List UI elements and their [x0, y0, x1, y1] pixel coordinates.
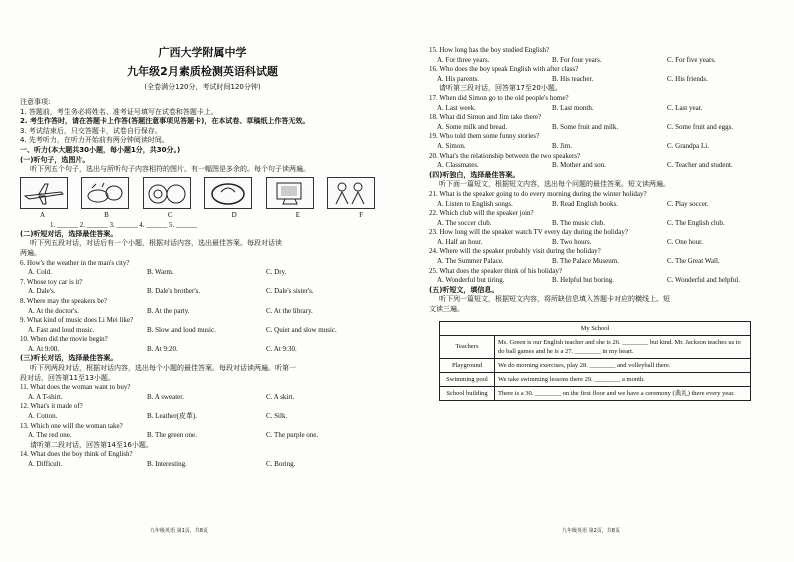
question-text: 17. When did Simon go to the old people's home?	[429, 93, 569, 102]
option: C. The English club.	[667, 218, 725, 227]
computer-picture	[266, 177, 314, 209]
question-group-right2	[429, 94, 782, 171]
question-text: 15. How long has the boy studied English?	[429, 46, 550, 54]
listening-part-title: 一、听力(本大题共30小题，每小题1分，共30分。)	[20, 145, 181, 154]
option: B. Dale's brother's.	[147, 287, 201, 296]
question-options	[429, 161, 782, 171]
picture-letter: D	[231, 210, 237, 219]
picture-letter: B	[104, 210, 109, 219]
row-text: There is a 30. ________ on the first floor and we have a ceremony (典礼) there every year.	[495, 386, 751, 400]
option: A. Simon.	[437, 141, 466, 150]
option: B. Helpful but boring.	[552, 276, 615, 285]
option: B. The green one.	[147, 431, 197, 440]
question-text: 24. Where will the speaker probably visit during the holiday?	[429, 247, 601, 256]
option: B. Interesting.	[147, 460, 187, 468]
question-options	[429, 219, 782, 229]
page-footer: 九年级英语 第1页，共8页	[150, 528, 208, 534]
question-options	[429, 104, 782, 114]
question-group-short	[20, 259, 385, 355]
option: A. At 9:00.	[28, 344, 60, 353]
option: A. Wonderful but tiring.	[437, 276, 505, 285]
option: A. Classmates.	[437, 161, 479, 170]
section-instructions: 两遍。	[20, 248, 41, 257]
question-text: 6. How's the weather in the man's city?	[20, 258, 130, 267]
notice-item: 3. 考试结束后，只交答题卡，试卷自行保存。	[20, 126, 162, 135]
page-right	[397, 0, 794, 562]
table-row	[440, 372, 751, 386]
notice-item: 1. 答题前，考生务必将姓名、准考证号填写在试卷和答题卡上。	[20, 107, 218, 116]
question-text: 13. Which one will the woman take?	[20, 421, 123, 430]
option: A. Fast and loud music.	[28, 325, 95, 334]
option: B. Some fruit and milk.	[552, 122, 619, 131]
question-options	[429, 238, 782, 248]
option: C. One hour.	[667, 237, 703, 246]
table-row	[440, 335, 751, 358]
option: C. The purple one.	[266, 431, 319, 440]
question-text: 22. Which club will the speaker join?	[429, 209, 534, 218]
notice-item: 2. 考生作答时，请在答题卡上作答(答题注意事项见答题卡)，在本试卷、草稿纸上作答无效。	[20, 117, 310, 126]
question-text: 12. What's it made of?	[20, 402, 83, 411]
people-picture	[327, 177, 375, 209]
option: A. Listen to English songs.	[437, 199, 513, 208]
option: C. Grandpa Li.	[667, 141, 709, 150]
option: B. A sweater.	[147, 392, 184, 401]
food-picture	[81, 177, 129, 209]
question-text: 18. What did Simon and Jim take there?	[429, 113, 542, 122]
question-text: 21. What is the speaker going to do every morning during the winter holiday?	[429, 189, 647, 198]
row-label: Swimming pool	[440, 372, 495, 386]
option: C. Wonderful and helpful.	[667, 276, 740, 285]
question-text: 25. What does the speaker think of his holiday?	[429, 266, 563, 275]
section-instructions: 文读三遍。	[429, 305, 464, 314]
picture-letter: A	[40, 210, 46, 219]
question-group-monologue	[429, 190, 782, 286]
option: A. Dale's.	[28, 287, 56, 296]
section-instructions: 请听第二段对话，回答第14至16小题。	[30, 440, 153, 449]
option: B. The music club.	[552, 218, 605, 227]
option: C. Dale's sister's.	[266, 287, 314, 296]
question-options	[429, 200, 782, 210]
option: B. The Palace Museum.	[552, 257, 619, 266]
exam-title: 九年级2月素质检测英语科试题	[127, 65, 278, 78]
picture-letters	[20, 211, 385, 220]
row-label: Playground	[440, 358, 495, 372]
option: A. The Summer Palace.	[437, 257, 504, 266]
option: A. Half an hour.	[437, 237, 483, 246]
table-row	[440, 358, 751, 372]
option: A. The soccer club.	[437, 218, 492, 227]
option: C. At 9:30.	[266, 344, 297, 353]
question-options	[429, 75, 782, 85]
option: C. Silk.	[266, 412, 288, 421]
option: B. Jim.	[552, 141, 573, 150]
option: A. For three years.	[437, 55, 490, 64]
option: C. At the library.	[266, 306, 313, 315]
row-label: School building	[440, 386, 495, 400]
question-text: 8. Where may the speakers be?	[20, 296, 107, 305]
question-options	[429, 123, 782, 133]
option: B. At 9:20.	[147, 344, 178, 353]
option: B. Last month.	[552, 103, 594, 112]
question-options	[429, 257, 782, 267]
option: C. Last year.	[667, 103, 703, 112]
question-text: 14. What does the boy think of English?	[20, 450, 133, 459]
question-text: 7. Whose toy car is it?	[20, 277, 83, 286]
section-title: (三)听长对话，选择最佳答案。	[20, 354, 118, 363]
picture-letter: F	[359, 210, 363, 219]
question-options	[20, 460, 385, 470]
question-options	[20, 268, 385, 278]
option: B. Read English books.	[552, 199, 618, 208]
question-text: 19. Who told them some funny stories?	[429, 132, 540, 141]
option: A. Cotton.	[28, 412, 58, 421]
section-instructions: 听下列一篇短文，根据短文内容，将所缺信息填入答题卡对应的横线上。短	[439, 295, 670, 304]
option: B. Mother and son.	[552, 161, 606, 170]
section-title: (二)听短对话，选择最佳答案。	[20, 229, 118, 238]
section-instructions: 听下面一篇短文，根据短文内容，选出每个问题的最佳答案。短文读两遍。	[439, 180, 670, 189]
option: B. At the party.	[147, 306, 190, 315]
section-title: (四)听独白，选择最佳答案。	[429, 170, 520, 179]
question-text: 16. Who does the boy speak English with after class?	[429, 65, 579, 74]
question-options	[20, 287, 385, 297]
option: C. Play soccer.	[667, 199, 709, 208]
option: A. His parents.	[437, 74, 479, 83]
question-options	[20, 307, 385, 317]
question-options	[20, 431, 385, 441]
section-instructions: 听下列两段对话，根据对话内容，选出每个小题的最佳答案。每段对话读两遍。听第一	[30, 364, 296, 373]
airplane-picture	[20, 177, 68, 209]
question-text: 9. What kind of music does Li Mei like?	[20, 316, 134, 325]
option: B. Two hours.	[552, 237, 592, 246]
table-row	[440, 386, 751, 400]
page-footer: 九年级英语 第2页，共8页	[562, 528, 620, 534]
exam-note: (全卷满分120分，考试时间120分钟)	[144, 83, 261, 91]
option: A. Difficult.	[28, 460, 63, 468]
section-instructions: 听下列五段对话，对话后有一个小题，根据对话内容，选出最佳答案。每段对话读	[30, 239, 282, 248]
notice-item: 4. 先考听力，在听力开始前有两分钟阅读时间。	[20, 136, 169, 145]
option: C. Teacher and student.	[667, 161, 733, 170]
question-text: 20. What's the relationship between the two speakers?	[429, 151, 581, 160]
notice-heading: 注意事项:	[20, 98, 51, 106]
option: C. Boring.	[266, 460, 296, 468]
question-options	[20, 345, 385, 355]
question-options	[20, 412, 385, 422]
picture-letter: E	[295, 210, 300, 219]
option: B. For four years.	[552, 55, 602, 64]
question-options	[429, 276, 782, 286]
option: A. Last week.	[437, 103, 476, 112]
picture-row	[20, 175, 385, 211]
option: C. Some fruit and eggs.	[667, 122, 734, 131]
my-school-table	[439, 321, 751, 401]
option: A. Cold.	[28, 268, 52, 277]
section-title: (一)听句子，选图片。	[20, 155, 90, 164]
option: C. Quiet and slow music.	[266, 325, 337, 334]
option: A. A T-shirt.	[28, 392, 63, 401]
section-instructions: 段对话，回答第11至13小题。	[20, 373, 115, 382]
section-instructions: 请听第三段对话，回答第17至20小题。	[439, 84, 562, 93]
option: A. Some milk and bread.	[437, 122, 507, 131]
row-text: We do morning exercises, play 28. ________ and volleyball there.	[495, 358, 751, 372]
question-text: 23. How long will the speaker watch TV every day during the holiday?	[429, 228, 628, 237]
question-options	[20, 393, 385, 403]
row-label: Teachers	[440, 335, 495, 358]
option: C. The Great Wall.	[667, 257, 720, 266]
option: A. The red one.	[28, 431, 72, 440]
question-text: 11. What does the woman want to buy?	[20, 383, 131, 392]
table-title: My School	[440, 321, 751, 335]
row-text: We take swimming lessons there 29. ________ a month.	[495, 372, 751, 386]
option: B. His teacher.	[552, 74, 594, 83]
option: C. His friends.	[667, 74, 708, 83]
option: A. At the doctor's.	[28, 306, 79, 315]
option: B. Warm.	[147, 268, 174, 277]
question-group-long	[20, 383, 385, 441]
question-text: 10. When did the movie begin?	[20, 335, 108, 344]
option: B. Leather(皮革).	[147, 412, 197, 421]
question-options	[20, 326, 385, 336]
option: C. Dry.	[266, 268, 287, 277]
school-name: 广西大学附属中学	[158, 46, 247, 59]
question-group-right	[429, 46, 782, 84]
option: C. A skirt.	[266, 392, 295, 401]
question-options	[429, 142, 782, 152]
option: C. For five years.	[667, 55, 716, 64]
row-text: Ms. Green is our English teacher and she is 26. ________ but kind. Mr. Jackson teaches us to do ball games and he is a 27. ________ in my heart.	[495, 335, 751, 358]
plate-picture	[204, 177, 252, 209]
section-instructions: 听下列五个句子，选出与所听句子内容相符的图片。有一幅图是多余的。每个句子读两遍。	[30, 165, 310, 174]
option: B. Slow and loud music.	[147, 325, 216, 334]
question-options	[429, 56, 782, 66]
bowls-picture	[143, 177, 191, 209]
picture-letter: C	[167, 210, 173, 219]
section-title: (五)听短文，填信息。	[429, 285, 499, 294]
answer-blanks: 1. ______ 2. ______ 3. ______ 4. ______ 5. ______	[50, 220, 197, 229]
